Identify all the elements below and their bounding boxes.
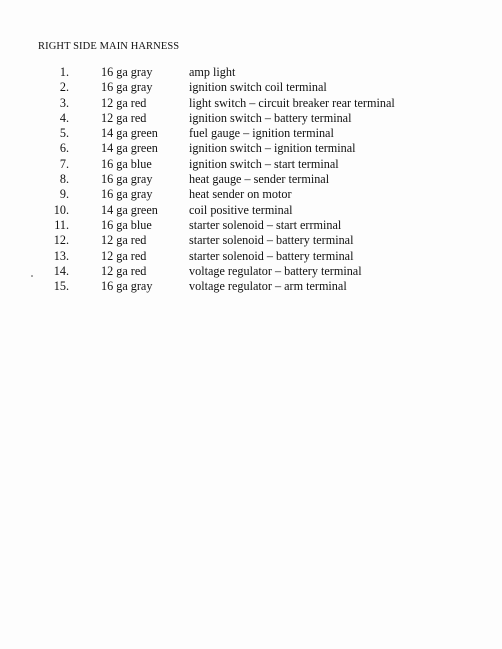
list-item (0, 264, 502, 279)
list-item (0, 126, 502, 141)
wire-destination: heat gauge – sender terminal (189, 172, 330, 187)
item-number: 10. (53, 202, 69, 217)
item-number: 9. (59, 187, 69, 202)
item-number: 13. (53, 248, 69, 263)
list-item (0, 203, 502, 218)
scan-speck (31, 275, 33, 277)
list-item (0, 218, 502, 233)
list-item (0, 80, 502, 95)
wire-destination: voltage regulator – battery terminal (189, 263, 362, 278)
wire-spec: 14 ga green (101, 202, 158, 217)
wire-spec: 14 ga green (101, 141, 158, 156)
item-number: 11. (54, 217, 69, 232)
wire-spec: 14 ga green (101, 126, 158, 141)
item-number: 6. (59, 141, 69, 156)
item-number: 5. (59, 126, 69, 141)
wire-destination: starter solenoid – battery terminal (189, 248, 354, 263)
list-item (0, 65, 502, 80)
item-number: 1. (59, 65, 69, 79)
harness-list (0, 65, 502, 294)
wire-destination: starter solenoid – battery terminal (189, 233, 354, 248)
wire-destination: ignition switch – start terminal (189, 156, 339, 171)
wire-destination: starter solenoid – start errminal (189, 217, 342, 232)
wire-spec: 16 ga gray (101, 65, 153, 79)
wire-spec: 12 ga red (101, 110, 147, 125)
wire-destination: ignition switch – ignition terminal (189, 141, 356, 156)
list-item (0, 111, 502, 126)
list-item (0, 172, 502, 187)
list-item (0, 279, 502, 294)
wire-spec: 16 ga gray (101, 80, 153, 95)
wire-spec: 12 ga red (101, 248, 147, 263)
wire-destination: coil positive terminal (189, 202, 293, 217)
wire-spec: 12 ga red (101, 233, 147, 248)
wire-spec: 16 ga gray (101, 187, 153, 202)
wire-destination: heat sender on motor (189, 187, 292, 202)
item-number: 12. (53, 233, 69, 248)
item-number: 2. (59, 80, 69, 95)
list-item (0, 187, 502, 202)
list-item (0, 233, 502, 248)
wire-spec: 16 ga gray (101, 172, 153, 187)
wire-spec: 12 ga red (101, 263, 147, 278)
item-number: 15. (53, 279, 69, 294)
list-item (0, 141, 502, 156)
list-item (0, 96, 502, 111)
wire-destination: amp light (189, 65, 236, 79)
list-item (0, 249, 502, 264)
wire-destination: fuel gauge – ignition terminal (189, 126, 334, 141)
item-number: 4. (59, 110, 69, 125)
wire-spec: 12 ga red (101, 95, 147, 110)
wire-destination: ignition switch – battery terminal (189, 110, 352, 125)
list-item (0, 157, 502, 172)
page-title: RIGHT SIDE MAIN HARNESS (38, 41, 180, 52)
item-number: 3. (59, 95, 69, 110)
wire-spec: 16 ga gray (101, 279, 153, 294)
item-number: 14. (53, 263, 69, 278)
item-number: 7. (59, 156, 69, 171)
wire-destination: light switch – circuit breaker rear terminal (189, 95, 395, 110)
wire-destination: voltage regulator – arm terminal (189, 279, 347, 294)
wire-spec: 16 ga blue (101, 217, 152, 232)
wire-destination: ignition switch coil terminal (189, 80, 327, 95)
item-number: 8. (59, 172, 69, 187)
wire-spec: 16 ga blue (101, 156, 152, 171)
